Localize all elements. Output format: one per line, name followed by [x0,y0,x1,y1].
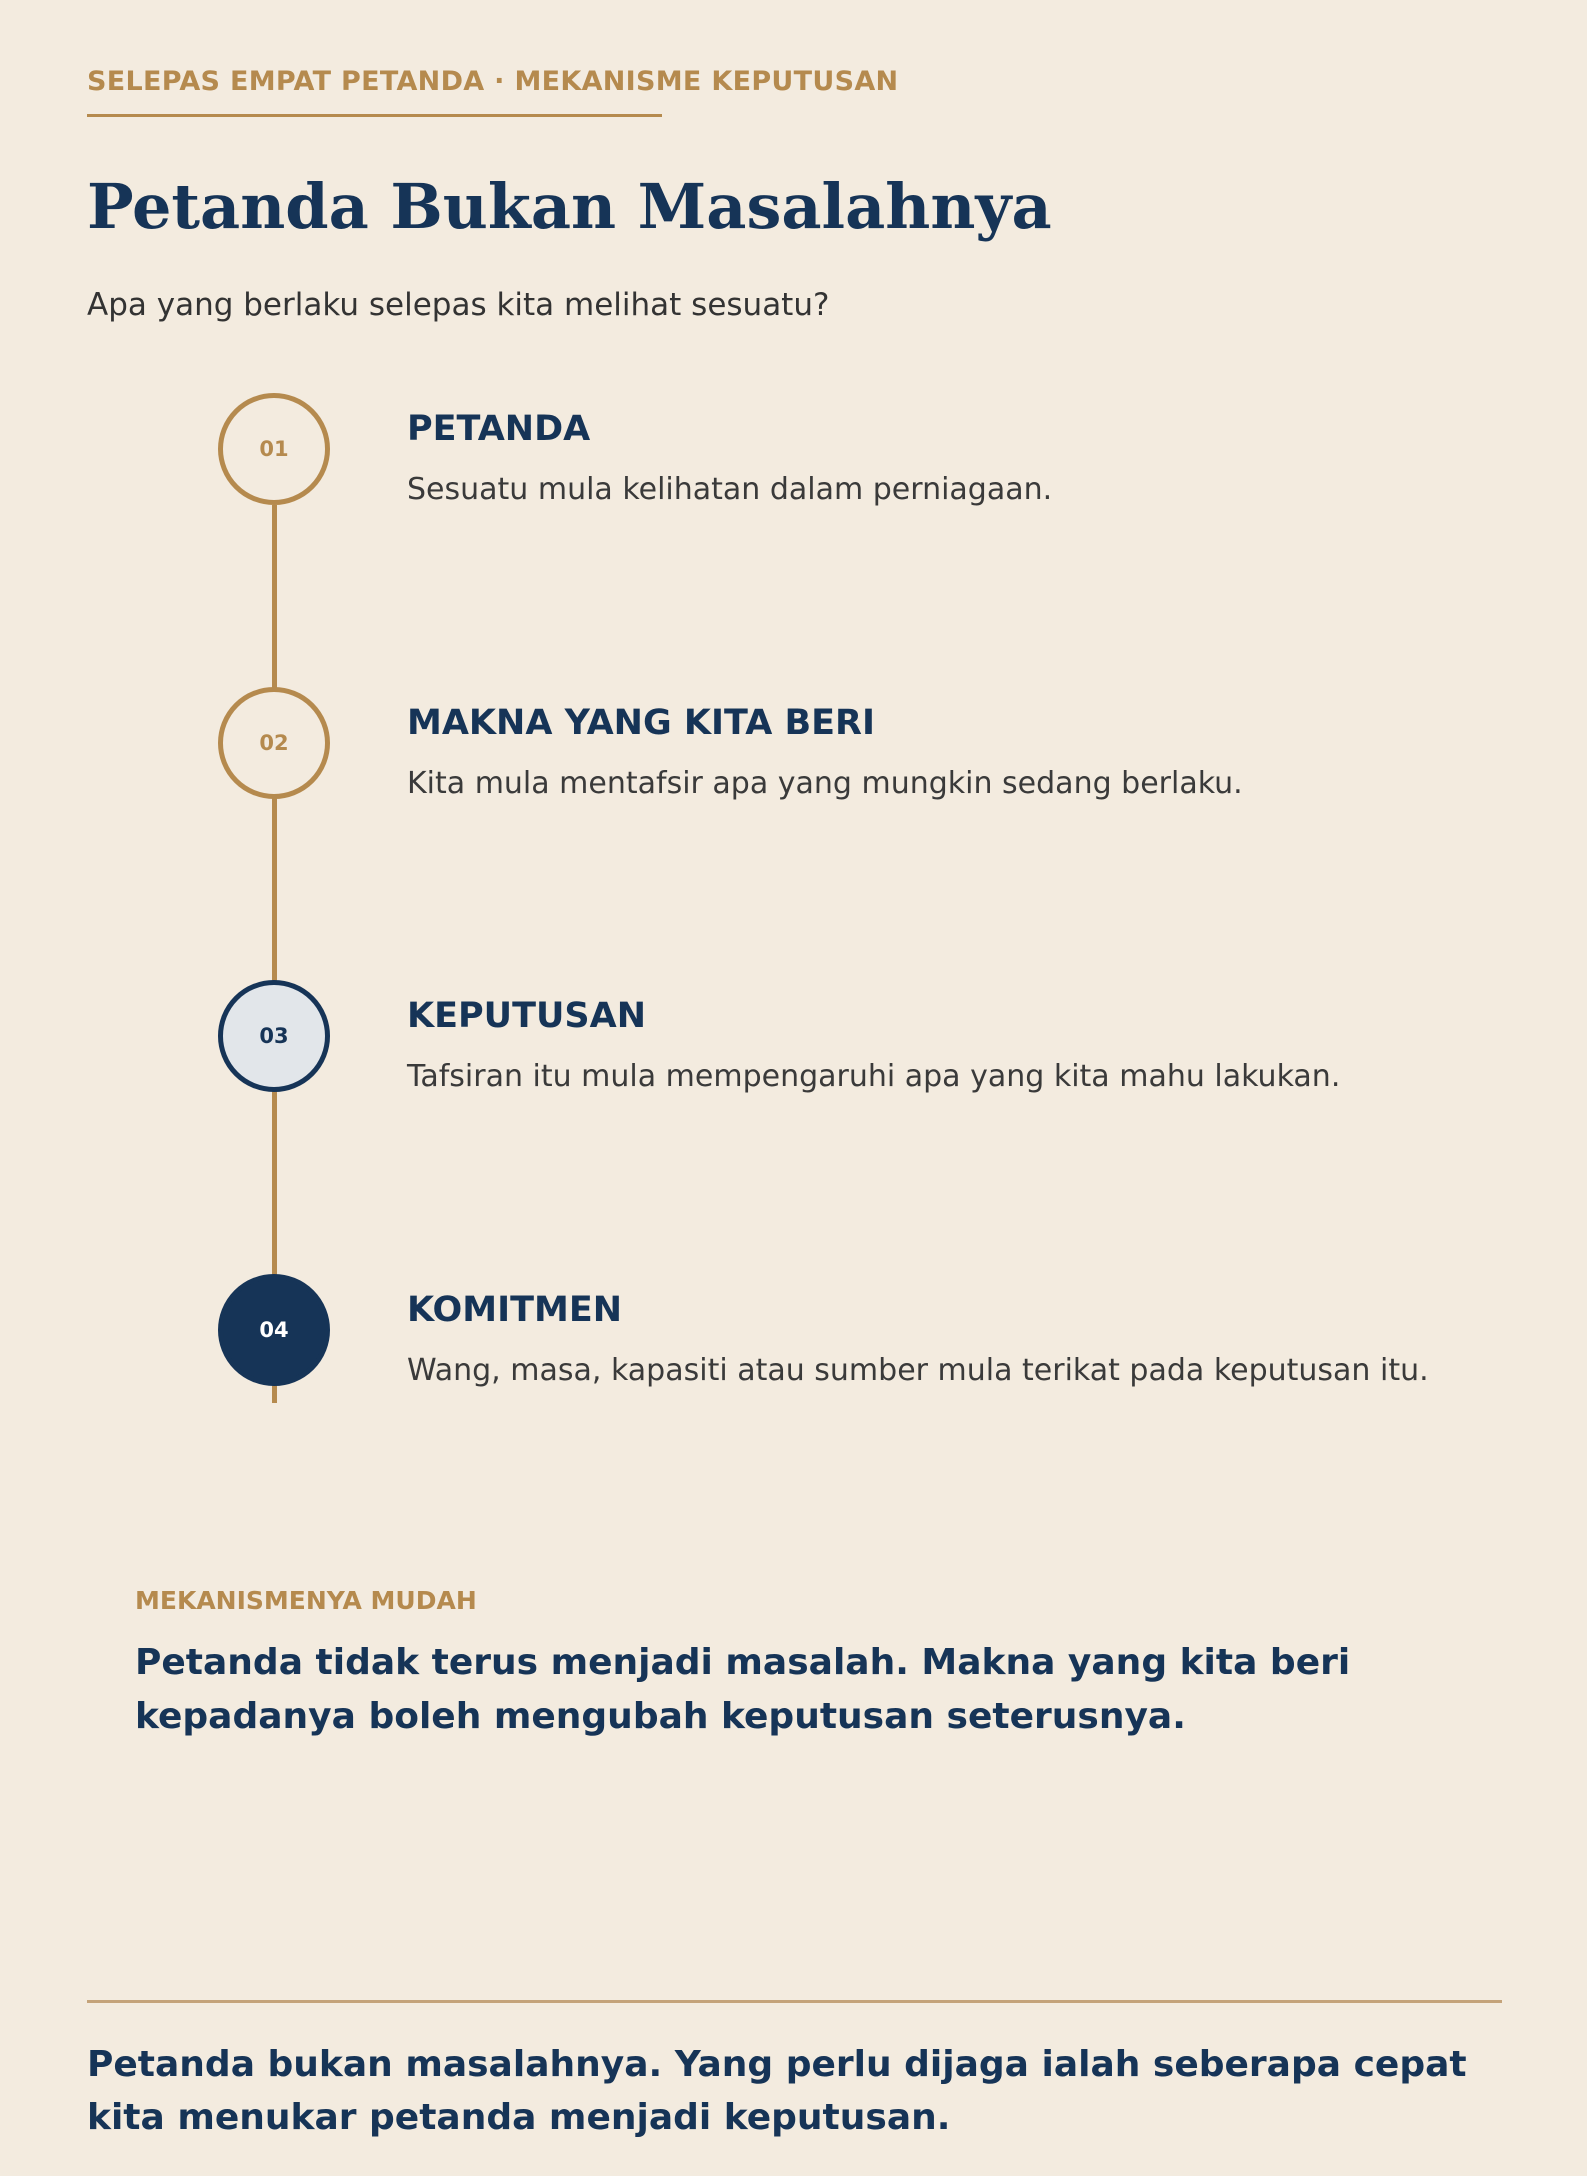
step-number-badge [218,393,330,505]
step-description: Sesuatu mula kelihatan dalam perniagaan. [407,472,1053,507]
kicker-underline [87,114,662,117]
step-title: KEPUTUSAN [407,996,646,1036]
timeline-connector [272,505,277,1403]
section-kicker: SELEPAS EMPAT PETANDA · MEKANISME KEPUTUSAN [87,66,899,97]
step-title: PETANDA [407,409,591,449]
step-description: Tafsiran itu mula mempengaruhi apa yang kita mahu lakukan. [407,1059,1341,1094]
step-number: 03 [259,1024,289,1048]
step-number-badge [218,980,330,1092]
step-number-badge [218,687,330,799]
callout-body: Petanda tidak terus menjadi masalah. Makna yang kita beri kepadanya boleh mengubah keputusan seterusnya. [135,1642,1351,1737]
footer-statement: Petanda bukan masalahnya. Yang perlu dijaga ialah seberapa cepat kita menukar petanda menjadi keputusan. [87,2044,1467,2138]
step-number: 02 [259,731,289,755]
step-title: MAKNA YANG KITA BERI [407,703,876,743]
step-number: 04 [259,1318,289,1342]
footer-divider [87,2000,1502,2003]
callout-label: MEKANISMENYA MUDAH [135,1586,477,1615]
step-number-badge [218,1274,330,1386]
step-number: 01 [259,437,289,461]
step-title: KOMITMEN [407,1290,623,1330]
step-description: Wang, masa, kapasiti atau sumber mula terikat pada keputusan itu. [407,1353,1429,1388]
page-title: Petanda Bukan Masalahnya [87,170,1052,243]
step-description: Kita mula mentafsir apa yang mungkin sedang berlaku. [407,766,1243,801]
page-subtitle: Apa yang berlaku selepas kita melihat sesuatu? [87,287,830,323]
